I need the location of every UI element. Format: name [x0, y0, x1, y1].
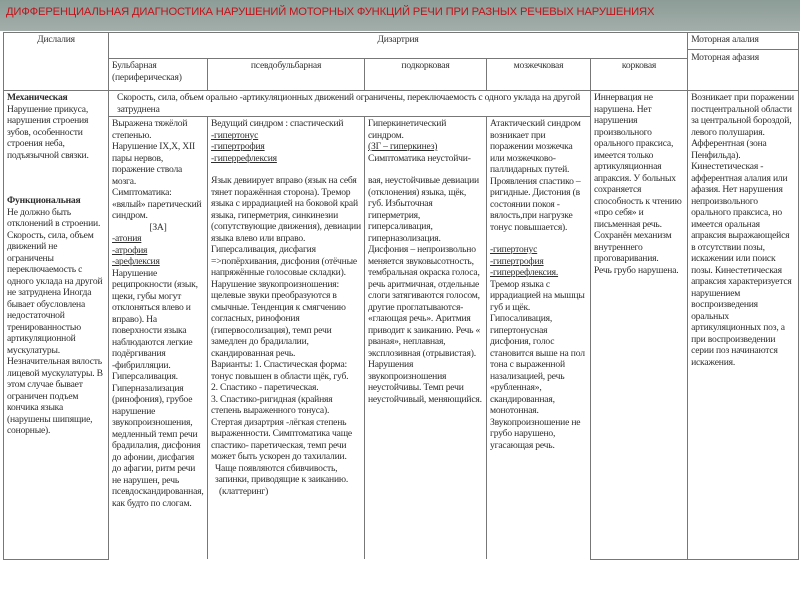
pseudobulbar-p2: Язык девиирует вправо (язык на себя тянет поражённая сторона). Тремор языка с иррадиацией на боковой край языка, гиперметрия, синкинезии (сопутствующие движения), девиации языка влево или вправо. Гиперсаливация, дисфагия =>попёрхивания, дисфония (отёчные напряжённые голосовые складки). [211, 175, 361, 278]
header-motor [688, 33, 799, 91]
dyslalia-mech-title: Механическая [7, 92, 68, 103]
pseudobulbar-u2: -гипертрофия [211, 141, 265, 152]
cortical-p2: Сохранён механизм внутреннего проговаривания. [594, 230, 672, 264]
header-subcortical: подкорковая [365, 59, 487, 91]
diagnosis-table [3, 32, 799, 560]
dyslalia-func-title: Функциональная [7, 195, 81, 206]
bulbar-u1: -атония [112, 233, 142, 244]
header-motor-aphasia: Моторная афазия [691, 51, 759, 63]
header-bulbar-sub: (периферическая) [112, 71, 182, 83]
bulbar-p6: Гиперназализация (ринофония), грубое нарушение звукопроизношения, медленный темп речи брадилалия, дисфония до афонии, дисфагия до афагии, ритм речи не нарушен, речь псевдоскандированная, как будто по слогам. [112, 382, 204, 509]
title-band [0, 0, 800, 31]
pseudobulbar-p4: Варианты: 1. Спастическая форма: тонус повышен в области щёк, губ. [211, 359, 349, 382]
cerebellar-p2: Тремор языка с иррадиацией на мышцы губ и щёк. [490, 278, 585, 313]
cerebellar-p1: Атактический синдром возникает при поражении мозжечка или мозжечково-паллидарных путей. Проявления спастико – ригидные. Дистония (в состоянии покоя - вялость,при нагрузке тонус повышается). [490, 118, 581, 233]
cerebellar-u2: -гипертрофия [490, 255, 544, 267]
pseudobulbar-p9: (клаттеринг) [219, 485, 269, 497]
bulbar-p5: Нарушение реципрокности (язык, щеки, губы могут отклоняться влево и вправо). На поверхности языка наблюдаются легкие подёргивания -фибрилляции. Гиперсаливация. [112, 267, 198, 382]
pseudobulbar-p7: Стертая дизартрия -лёгкая степень выраженности. Симптоматика чаще спастико- паретическая, темп речи может быть ускорен до тахилалии. [211, 416, 352, 462]
pseudobulbar-p8: Чаще появляются сбивчивость, запинки, приводящие к заиканию. [215, 462, 349, 485]
header-dysarthria: Дизартрия [109, 33, 688, 59]
subcortical-p2: Симптоматика неустойчи- [368, 152, 471, 164]
dyslalia-func-text: Не должно быть отклонений в строении. Скорость, сила, объем движений не ограничены переключаемость с одного уклада на другой не затруднена Иногда бывает обусловлена недостаточной тренированностью артикуляционной мускулатуры. [7, 206, 103, 356]
cell-dysarthria-common: Скорость, сила, объем орально -артикуляционных движений ограничены, переключаемость с одного уклада на другой затруднена [109, 91, 591, 117]
subcortical-u1: (ЗГ – гиперкинез) [368, 141, 438, 152]
bulbar-p3: Симптоматика: «вялый» паретический синдром. [112, 187, 202, 221]
motor-p2: Кинестетическая - афферентная алалия или афазия. Нет нарушения непроизвольного орального праксиса, но имеется оральная апраксия выражающейся в отсутствии позы, искажении или поиск позы. Кинестетическая апраксия характеризуется нарушением воспроизведения оральных артикуляционных поз, а при воспроизведении серии поз начинаются искажения. [691, 161, 792, 368]
pseudobulbar-p6: 3. Спастико-ригидная (крайняя степень выраженного тонуса). [211, 393, 333, 416]
pseudobulbar-p5: 2. Спастико - паретическая. [211, 382, 319, 393]
header-cerebellar: мозжечковая [487, 59, 591, 91]
motor-p1: Возникает при поражении постцентральной области за центральной бороздой, левого полушария. Афферентная (зона Пенфильда). [691, 92, 794, 161]
cell-bulbar [109, 117, 208, 560]
cell-dyslalia [4, 91, 109, 560]
cell-cerebellar [487, 117, 591, 560]
bulbar-p2: Нарушение IX,X, XII пары нервов, поражение ствола мозга. [112, 141, 195, 187]
cerebellar-u1: -гипертонус [490, 244, 538, 255]
bulbar-p1: Выражена тяжёлой степенью. [112, 118, 188, 141]
header-cortical: корковая [591, 59, 688, 91]
cortical-p1: Иннервация не нарушена. Нет нарушения произвольного орального праксиса, имеется только артикуляционная апраксия. У больных сохраняется способность к чтению «про себя» и письменная речь. [594, 92, 682, 230]
bulbar-u2: -атрофия [112, 244, 148, 256]
subcortical-p1: Гиперкинетический синдром. [368, 118, 447, 141]
cerebellar-u3: -гиперрефлексия. [490, 267, 559, 278]
header-bulbar-label: Бульбарная [112, 60, 157, 71]
cerebellar-p3: Гипосаливация, гипертонусная дисфония, голос становится выше на пол тона с выраженной назализацией, речь «рубленная», скандированная, монотонная. Звукопроизношение не грубо нарушено, угасающая речь. [490, 313, 585, 451]
pseudobulbar-p1: Ведущий синдром : спастический [211, 118, 344, 129]
cortical-p3: Речь грубо нарушена. [594, 264, 679, 276]
header-motor-alalia: Моторная алалия [688, 34, 798, 50]
cell-subcortical [365, 117, 487, 560]
cell-motor [688, 91, 799, 560]
dyslalia-func-text2: Незначительная вялость лицевой мускулатуры. В этом случае бывает ограничен подъем кончика языка (нарушены шипящие, сонорные). [7, 356, 103, 436]
dyslalia-mech-text: Нарушение прикуса, нарушения строения зубов, особенности строения неба, подъязычной связки. [7, 103, 89, 161]
bulbar-u3: -арефлексия [112, 256, 160, 267]
header-pseudobulbar: псевдобульбарная [208, 59, 365, 91]
page-title: ДИФФЕРЕНЦИАЛЬНАЯ ДИАГНОСТИКА НАРУШЕНИЙ МОТОРНЫХ ФУНКЦИЙ РЕЧИ ПРИ РАЗНЫХ РЕЧЕВЫХ НАРУШЕНИЯХ [6, 6, 655, 18]
cell-pseudobulbar [208, 117, 365, 560]
pseudobulbar-u3: -гиперрефлексия [211, 152, 277, 164]
pseudobulbar-p3: Нарушение звукопроизношения: щелевые звуки преобразуются в смычные. Тенденция к смягчению согласных, ринофония (гипервосолизация), темп речи замедлен до брадилалии, скандированная речь. [211, 278, 346, 359]
pseudobulbar-u1: -гипертонус [211, 129, 259, 141]
header-bulbar [109, 59, 208, 91]
header-dyslalia: Дислалия [4, 33, 109, 91]
subcortical-p3: вая, неустойчивые девиации (отклонения) языка, щёк, губ. Избыточная гиперметрия, гиперсаливация, гиперназолизация. Дисфония – непроизвольно меняется звуковысотность, тембральная окраска голоса, речь аритмичная, отдельные слоги затягиваются голосом, другие проглатываются- «глающая речь». Аритмия приводит к заиканию. Речь « рваная», неплавная, эксплозивная (отрывистая). Нарушения звукопроизношения неустойчивы. Темп речи неустойчивый, меняющийся. [368, 175, 482, 405]
bulbar-p4: [ЗА] [149, 221, 167, 233]
cell-cortical [591, 91, 688, 560]
